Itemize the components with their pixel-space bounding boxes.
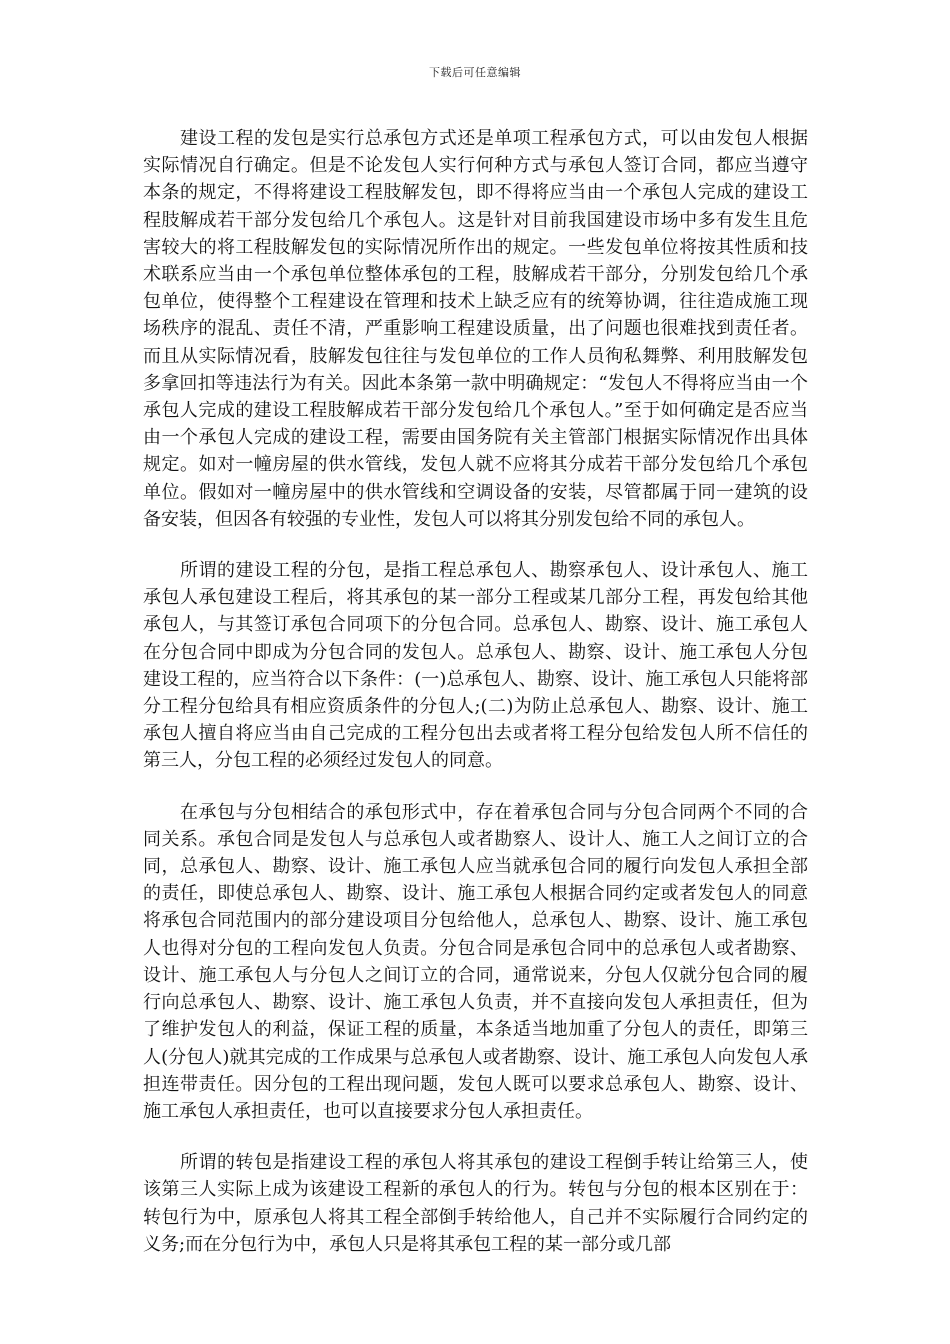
paragraph-2: 所谓的建设工程的分包，是指工程总承包人、勘察承包人、设计承包人、施工承包人承包建设工程后，将其承包的某一部分工程或某几部分工程，再发包给其他承包人，与其签订承包合同项下的分包合同。总承包人、勘察、设计、施工承包人在分包合同中即成为分包合同的发包人。总承包人、勘察、设计、施工承包人分包建设工程的，应当符合以下条件：(一)总承包人、勘察、设计、施工承包人只能将部分工程分包给具有相应资质条件的分包人;(二)为防止总承包人、勘察、设计、施工承包人擅自将应当由自己完成的工程分包出去或者将工程分包给发包人所不信任的第三人，分包工程的必须经过发包人的同意。 (143, 560, 808, 772)
paragraph-4: 所谓的转包是指建设工程的承包人将其承包的建设工程倒手转让给第三人，使该第三人实际上成为该建设工程新的承包人的行为。转包与分包的根本区别在于：转包行为中，原承包人将其工程全部倒手转给他人，自己并不实际履行合同约定的义务;而在分包行为中，承包人只是将其承包工程的某一部分或几部 (143, 1152, 808, 1255)
paragraph-1: 建设工程的发包是实行总承包方式还是单项工程承包方式，可以由发包人根据实际情况自行确定。但是不论发包人实行何种方式与承包人签订合同，都应当遵守本条的规定，不得将建设工程肢解发包，即不得将应当由一个承包人完成的建设工程肢解成若干部分发包给几个承包人。这是针对目前我国建设市场中多有发生且危害较大的将工程肢解发包的实际情况所作出的规定。一些发包单位将按其性质和技术联系应当由一个承包单位整体承包的工程，肢解成若干部分，分别发包给几个承包单位，使得整个工程建设在管理和技术上缺乏应有的统筹协调，往往造成施工现场秩序的混乱、责任不清，严重影响工程建设质量，出了问题也很难找到责任者。而且从实际情况看，肢解发包往往与发包单位的工作人员徇私舞弊、利用肢解发包多拿回扣等违法行为有关。因此本条第一款中明确规定：“发包人不得将应当由一个承包人完成的建设工程肢解成若干部分发包给几个承包人。”至于如何确定是否应当由一个承包人完成的建设工程，需要由国务院有关主管部门根据实际情况作出具体规定。如对一幢房屋的供水管线，发包人就不应将其分成若干部分发包给几个承包单位。假如对一幢房屋中的供水管线和空调设备的安装，尽管都属于同一建筑的设备安装，但因各有较强的专业性，发包人可以将其分别发包给不同的承包人。 (143, 128, 808, 530)
paragraph-3: 在承包与分包相结合的承包形式中，存在着承包合同与分包合同两个不同的合同关系。承包合同是发包人与总承包人或者勘察人、设计人、施工人之间订立的合同，总承包人、勘察、设计、施工承包人应当就承包合同的履行向发包人承担全部的责任，即使总承包人、勘察、设计、施工承包人根据合同约定或者发包人的同意将承包合同范围内的部分建设项目分包给他人，总承包人、勘察、设计、施工承包人也得对分包的工程向发包人负责。分包合同是承包合同中的总承包人或者勘察、设计、施工承包人与分包人之间订立的合同，通常说来，分包人仅就分包合同的履行向总承包人、勘察、设计、施工承包人负责，并不直接向发包人承担责任，但为了维护发包人的利益，保证工程的质量，本条适当地加重了分包人的责任，即第三人(分包人)就其完成的工作成果与总承包人或者勘察、设计、施工承包人向发包人承担连带责任。因分包的工程出现问题，发包人既可以要求总承包人、勘察、设计、施工承包人承担责任，也可以直接要求分包人承担责任。 (143, 801, 808, 1122)
page-header: 下载后可任意编辑 (429, 66, 521, 79)
document-body (143, 125, 808, 1282)
